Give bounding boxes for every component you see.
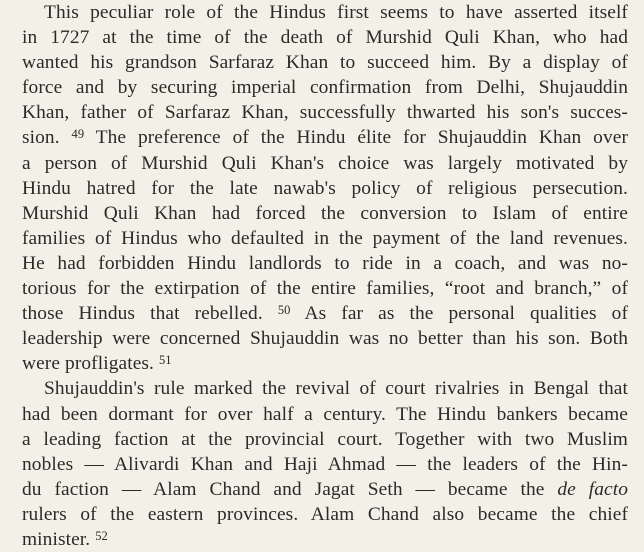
text-line xyxy=(22,477,628,502)
text-line: rulers of the eastern provinces. Alam Chand also became the chief xyxy=(22,503,628,525)
text-line: nobles — Alivardi Khan and Haji Ahmad — the leaders of the Hin- xyxy=(22,453,628,475)
text-line xyxy=(22,351,628,376)
paragraph-2 xyxy=(22,376,628,552)
text-line: He had forbidden Hindu landlords to ride in a coach, and was no- xyxy=(22,252,628,274)
footnote-ref-50: 50 xyxy=(277,302,291,317)
text-fragment: those Hindus that rebelled. xyxy=(22,303,263,325)
text-line: families of Hindus who defaulted in the payment of the land revenues. xyxy=(22,227,628,249)
text-line: Murshid Quli Khan had forced the conversion to Islam of entire xyxy=(22,202,628,224)
text-fragment: sion. xyxy=(22,127,60,149)
text-line: Khan, father of Sarfaraz Khan, successfully thwarted his son's succes- xyxy=(22,102,628,124)
text-line: leadership were concerned Shujauddin was no better than his son. Both xyxy=(22,328,628,350)
footnote-ref-49: 49 xyxy=(71,127,85,142)
text-line: had been dormant for over half a century. The Hindu bankers became xyxy=(22,403,628,425)
text-line: Hindu hatred for the late nawab's policy of religious persecution. xyxy=(22,177,628,199)
text-fragment: were profligates. xyxy=(22,353,154,375)
text-line: torious for the extirpation of the entire families, “root and branch,” of xyxy=(22,278,628,300)
text-line xyxy=(22,301,628,326)
italic-term: de facto xyxy=(557,478,628,500)
text-line: wanted his grandson Sarfaraz Khan to succeed him. By a display of xyxy=(22,52,628,74)
text-fragment: du faction — Alam Chand and Jagat Seth — became the xyxy=(22,478,545,500)
text-line xyxy=(22,527,628,552)
text-line: in 1727 at the time of the death of Murshid Quli Khan, who had xyxy=(22,27,628,49)
footnote-ref-51: 51 xyxy=(158,353,172,368)
text-line: force and by securing imperial confirmation from Delhi, Shujauddin xyxy=(22,77,628,99)
text-fragment: minister. xyxy=(22,528,91,550)
paragraph-1 xyxy=(22,0,628,376)
text-line: a leading faction at the provincial court. Together with two Muslim xyxy=(22,428,628,450)
text-line xyxy=(22,125,628,150)
text-line: a person of Murshid Quli Khan's choice was largely motivated by xyxy=(22,152,628,174)
text-line: Shujauddin's rule marked the revival of court rivalries in Bengal that xyxy=(44,378,628,400)
text-line: This peculiar role of the Hindus first seems to have asserted itself xyxy=(44,2,628,23)
text-fragment: The preference of the Hindu élite for Shujauddin Khan over xyxy=(95,127,629,149)
body-text xyxy=(22,0,628,552)
footnote-ref-52: 52 xyxy=(95,528,108,543)
text-fragment: As far as the personal qualities of xyxy=(304,303,628,325)
